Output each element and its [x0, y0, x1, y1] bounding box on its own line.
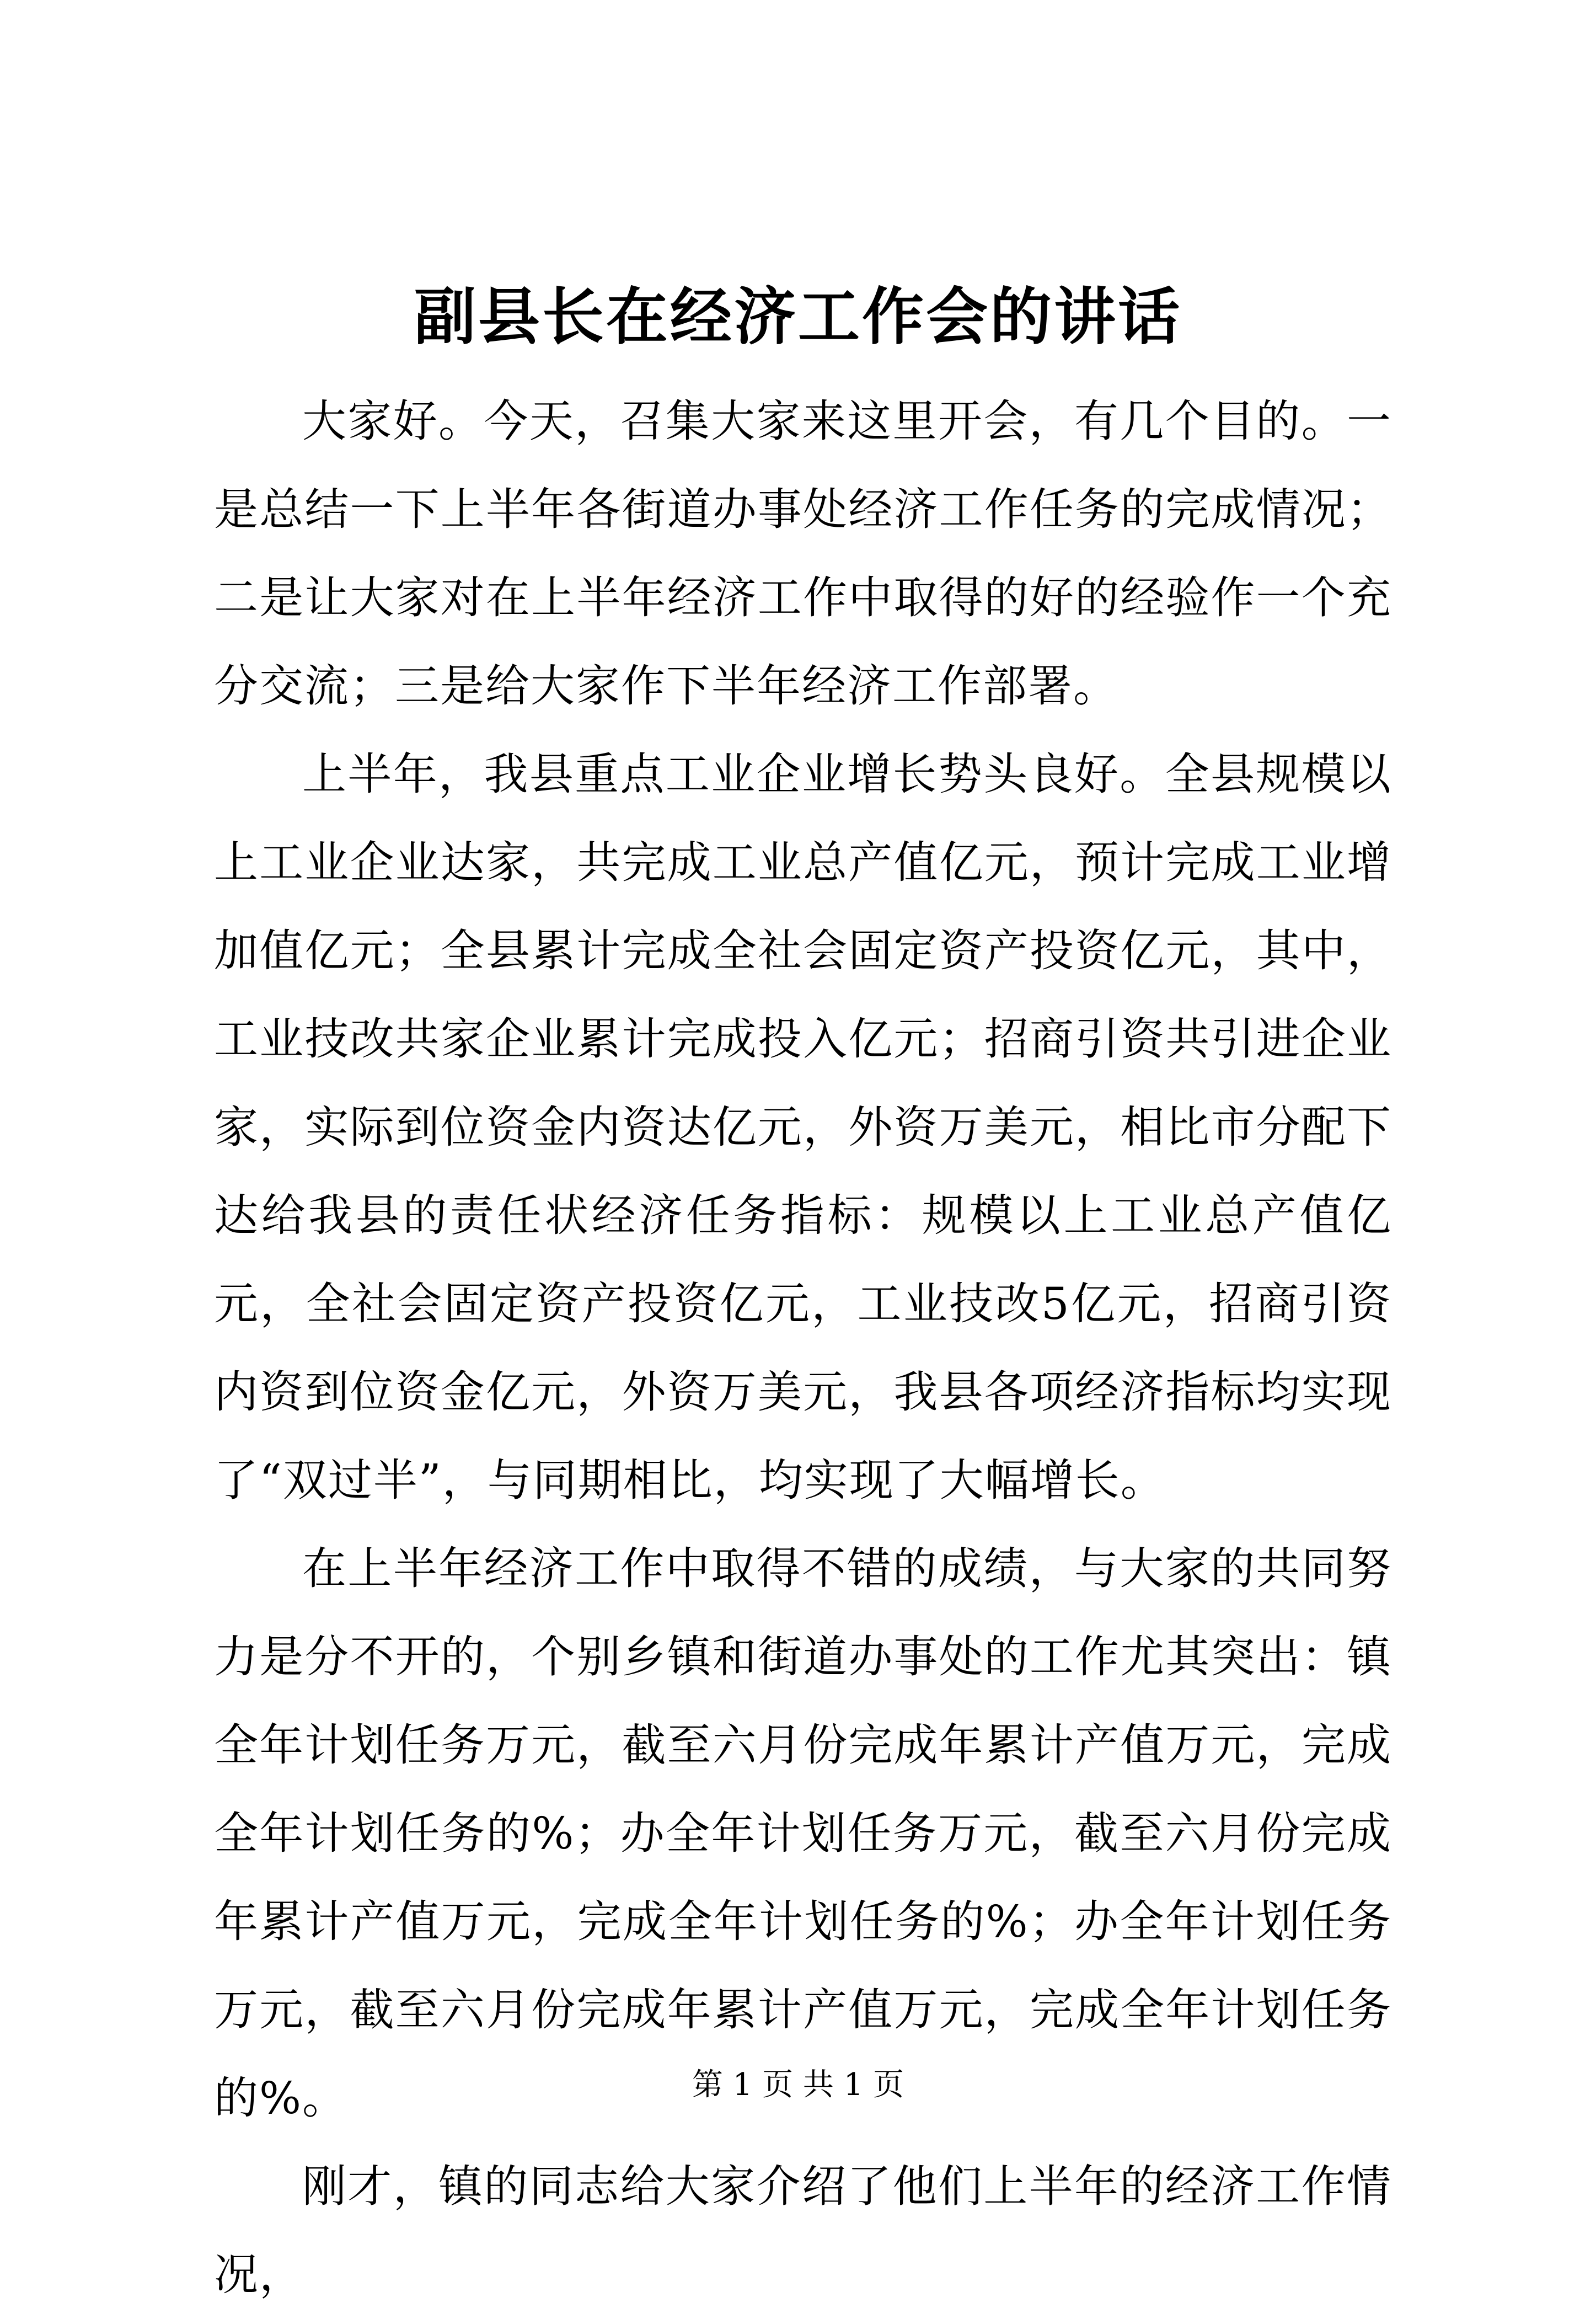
paragraph-3: 在上半年经济工作中取得不错的成绩，与大家的共同努力是分不开的，个别乡镇和街道办事处的工作尤其突出：镇全年计划任务万元，截至六月份完成年累计产值万元，完成全年计划任务的%；办全年计划任务万元，截至六月份完成年累计产值万元，完成全年计划任务的%；办全年计划任务万元，截至六月份完成年累计产值万元，完成全年计划任务的%。 [214, 1543, 1392, 2124]
page-number-footer: 第 1 页 共 1 页 [692, 2067, 904, 2103]
paragraph-2: 上半年，我县重点工业企业增长势头良好。全县规模以上工业企业达家，共完成工业总产值亿元，预计完成工业增加值亿元；全县累计完成全社会固定资产投资亿元，其中，工业技改共家企业累计完成投入亿元；招商引资共引进企业家，实际到位资金内资达亿元，外资万美元，相比市分配下达给我县的责任状经济任务指标：规模以上工业总产值亿元，全社会固定资产投资亿元，工业技改5亿元，招商引资内资到位资金亿元，外资万美元，我县各项经济指标均实现了“双过半”，与同期相比，均实现了大幅增长。 [214, 749, 1392, 1506]
document-title: 副县长在经济工作会的讲话 [414, 281, 1182, 353]
document-body [214, 377, 1392, 2319]
paragraph-1: 大家好。今天，召集大家来这里开会，有几个目的。一是总结一下上半年各街道办事处经济工作任务的完成情况；二是让大家对在上半年经济工作中取得的好的经验作一个充分交流；三是给大家作下半年经济工作部署。 [214, 396, 1392, 712]
paragraph-4: 刚才，镇的同志给大家介绍了他们上半年的经济工作情况， [214, 2161, 1392, 2300]
